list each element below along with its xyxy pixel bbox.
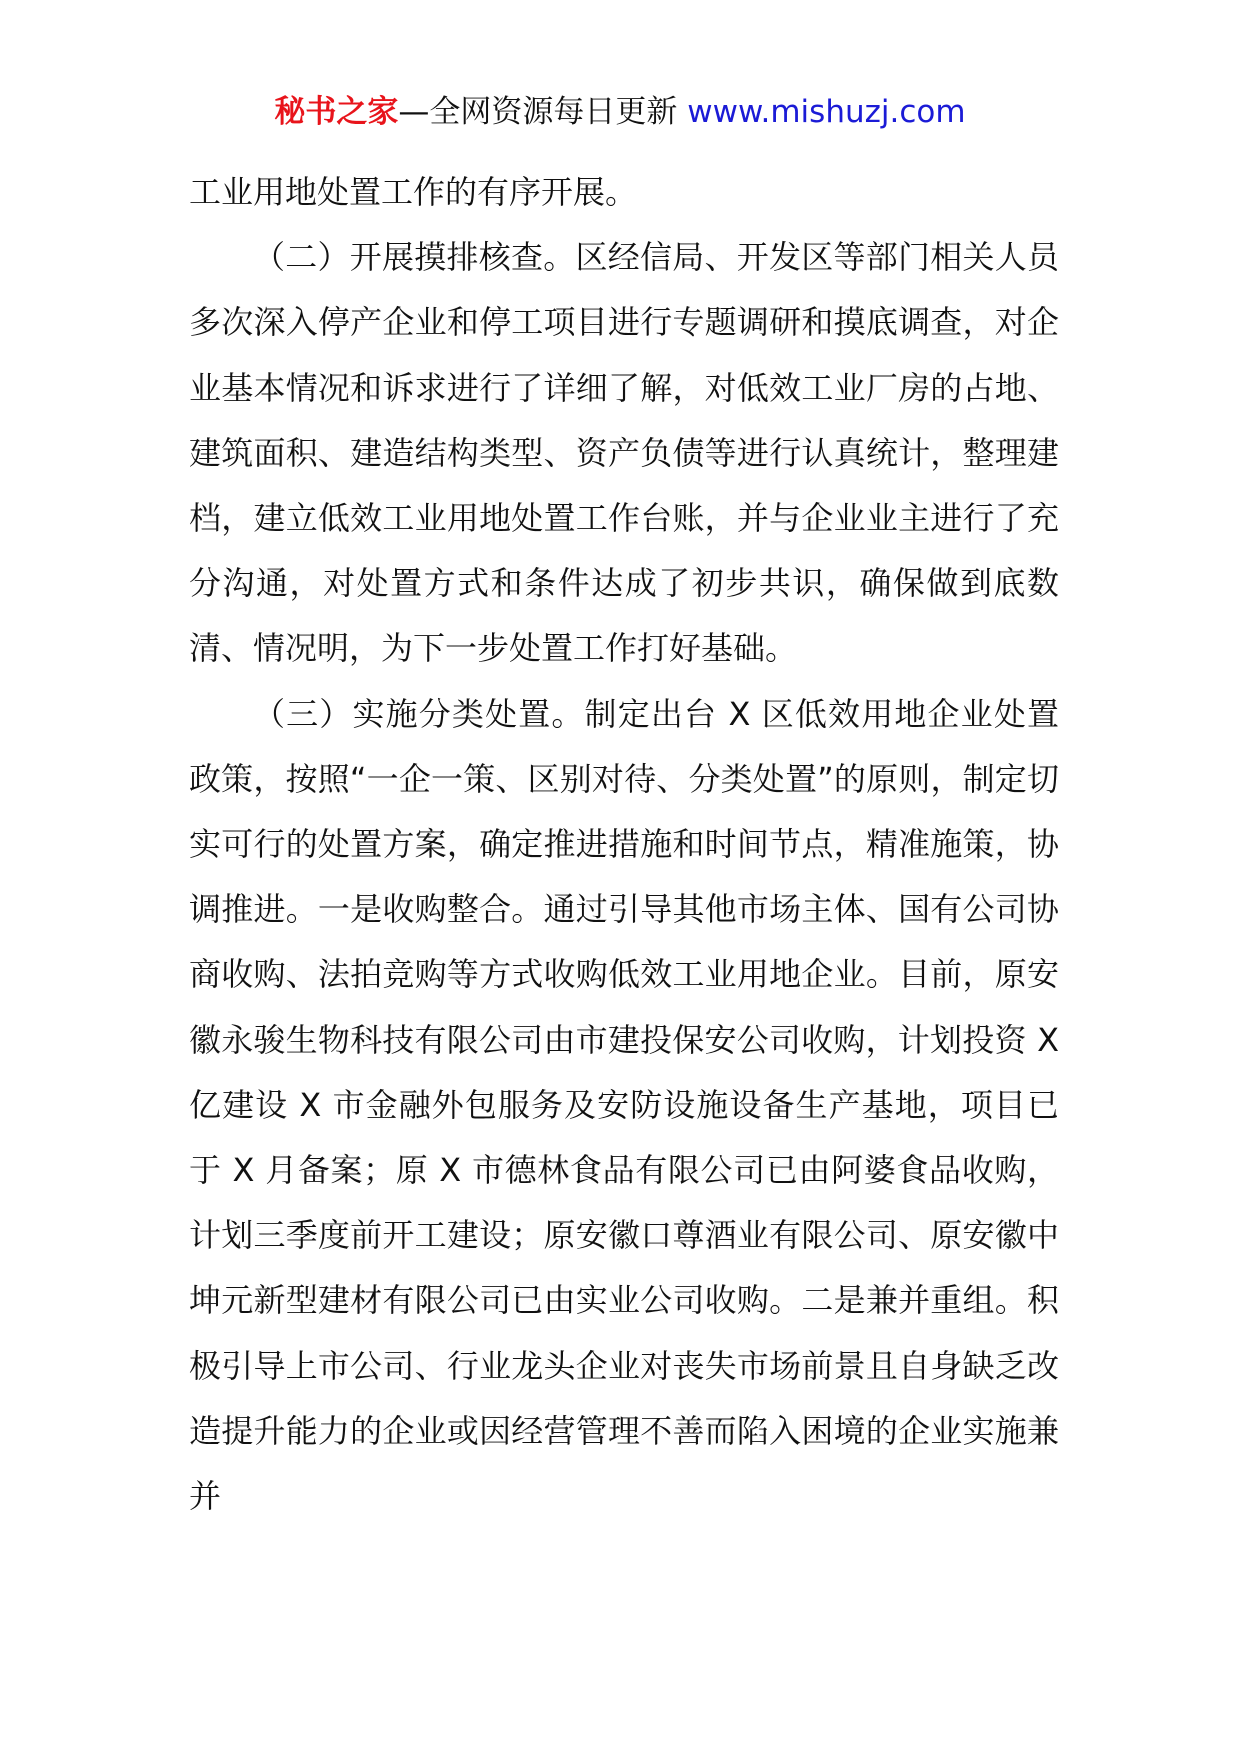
site-header [0,92,1240,132]
paragraph-continuation: 工业用地处置工作的有序开展。 [189,173,638,211]
paragraph-section-3: （三）实施分类处置。制定出台 X 区低效用地企业处置政策，按照“一企一策、区别对待、分类处置”的原则，制定切实可行的处置方案，确定推进措施和时间节点，精准施策，协调推进。一是收购整合。通过引导其他市场主体、国有公司协商收购、法拍竞购等方式收购低效工业用地企业。目前，原安徽永骏生物科技有限公司由市建投保安公司收购，计划投资 X 亿建设 X 市金融外包服务及安防设施设备生产基地，项目已于 X 月备案；原 X 市德林食品有限公司已由阿婆食品收购，计划三季度前开工建设；原安徽口尊酒业有限公司、原安徽中坤元新型建材有限公司已由实业公司收购。二是兼并重组。积极引导上市公司、行业龙头企业对丧失市场前景且自身缺乏改造提升能力的企业或因经营管理不善而陷入困境的企业实施兼并 [189,694,1059,1516]
site-url-link[interactable]: www.mishuzj.com [687,94,966,130]
site-brand: 秘书之家 [274,94,399,130]
paragraph-section-2: （二）开展摸排核查。区经信局、开发区等部门相关人员多次深入停产企业和停工项目进行专题调研和摸底调查，对企业基本情况和诉求进行了详细了解，对低效工业厂房的占地、建筑面积、建造结构类型、资产负债等进行认真统计，整理建档，建立低效工业用地处置工作台账，并与企业业主进行了充分沟通，对处置方式和条件达成了初步共识，确保做到底数清、情况明，为下一步处置工作打好基础。 [189,238,1059,668]
document-body [189,160,1059,1529]
site-tagline: —全网资源每日更新 [398,94,688,130]
